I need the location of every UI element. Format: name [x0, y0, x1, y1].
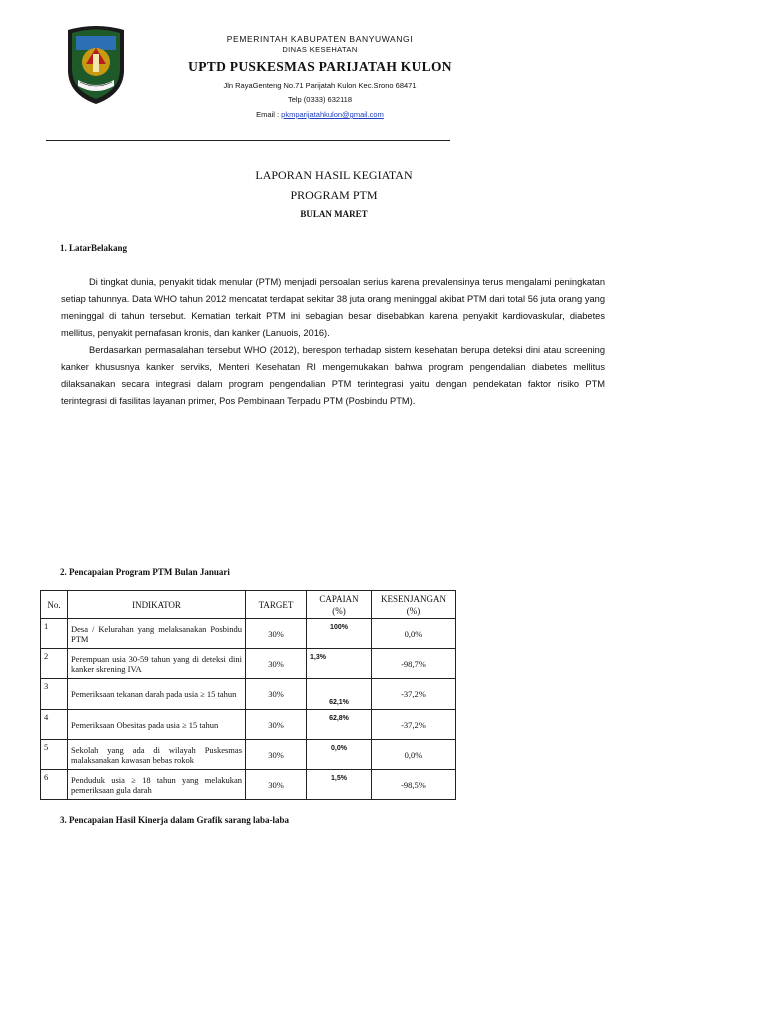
row-capaian — [307, 770, 372, 800]
table-row — [41, 649, 456, 679]
email-label: Email : — [256, 110, 282, 119]
paragraph-1: Di tingkat dunia, penyakit tidak menular (PTM) menjadi persoalan serius karena prevalensinya terus mengalami peningkatan setiap tahunnya. Data WHO tahun 2012 mencatat terdapat sekitar 38 juta orang meninggal akibat PTM dari total 56 juta orang yang meninggal di tahun tersebut. Kematian terkait PTM ini sebagian besar disebabkan karena penyakit kardiovaskular, diabetes mellitus, penyakit pernafasan kronis, dan kanker (Lanuois, 2016). — [61, 277, 605, 338]
row-no: 2 — [41, 649, 68, 679]
institution-title: UPTD PUSKESMAS PARIJATAH KULON — [188, 59, 452, 74]
row-capaian-value: 62,8% — [329, 715, 349, 722]
row-target: 30% — [246, 619, 307, 649]
row-no: 6 — [41, 770, 68, 800]
section-2-heading: 2. Pencapaian Program PTM Bulan Januari — [60, 567, 230, 577]
header-capaian-line2: (%) — [332, 605, 346, 616]
address-line: Jln RayaGenteng No.71 Parijatah Kulon Kec.Srono 68471 — [223, 81, 417, 90]
header-indikator: INDIKATOR — [68, 591, 246, 619]
email-line — [150, 110, 490, 119]
department-name: DINAS KESEHATAN — [282, 45, 358, 54]
report-month: BULAN MARET — [300, 209, 368, 219]
row-capaian — [307, 679, 372, 710]
row-indikator: Desa / Kelurahan yang melaksanakan Posbindu PTM — [68, 619, 246, 649]
row-kesenjangan: -98,5% — [372, 770, 456, 800]
header-capaian-line1: CAPAIAN — [319, 593, 359, 604]
section-1-heading: 1. LatarBelakang — [60, 243, 128, 253]
row-indikator: Penduduk usia ≥ 18 tahun yang melakukan pemeriksaan gula darah — [68, 770, 246, 800]
government-name: PEMERINTAH KABUPATEN BANYUWANGI — [226, 34, 414, 44]
row-kesenjangan: 0,0% — [372, 619, 456, 649]
row-kesenjangan: -98,7% — [372, 649, 456, 679]
header-target: TARGET — [246, 591, 307, 619]
row-capaian — [307, 740, 372, 770]
row-capaian — [307, 710, 372, 740]
report-title: LAPORAN HASIL KEGIATAN — [255, 168, 413, 182]
header-no: No. — [41, 591, 68, 619]
header-kesenjangan-line2: (%) — [406, 605, 421, 616]
phone-line: Telp (0333) 632118 — [287, 95, 353, 104]
table-header-row — [41, 591, 456, 619]
letterhead-divider — [46, 140, 450, 141]
row-kesenjangan: 0,0% — [372, 740, 456, 770]
email-link[interactable]: pkmparijatahkulon@gmail.com — [281, 110, 384, 119]
achievement-table — [40, 590, 456, 800]
row-target: 30% — [246, 679, 307, 710]
row-target: 30% — [246, 649, 307, 679]
row-kesenjangan: -37,2% — [372, 679, 456, 710]
kabupaten-banyuwangi-logo — [64, 24, 128, 106]
row-no: 4 — [41, 710, 68, 740]
row-no: 5 — [41, 740, 68, 770]
row-no: 3 — [41, 679, 68, 710]
row-kesenjangan: -37,2% — [372, 710, 456, 740]
row-capaian-value: 100% — [330, 624, 348, 631]
row-target: 30% — [246, 770, 307, 800]
row-indikator: Pemeriksaan tekanan darah pada usia ≥ 15 tahun — [68, 679, 246, 710]
table-row — [41, 619, 456, 649]
row-capaian-value: 62,1% — [329, 699, 349, 706]
table-row — [41, 770, 456, 800]
row-capaian — [307, 619, 372, 649]
table-row — [41, 710, 456, 740]
table-row — [41, 740, 456, 770]
header-kesenjangan-line1: KESENJANGAN — [381, 593, 446, 604]
row-capaian-value: 0,0% — [331, 745, 347, 752]
row-capaian-value: 1,5% — [331, 775, 347, 782]
row-capaian — [307, 649, 372, 679]
row-no: 1 — [41, 619, 68, 649]
row-indikator: Perempuan usia 30-59 tahun yang di deteksi dini kanker skrening IVA — [68, 649, 246, 679]
table-row — [41, 679, 456, 710]
row-indikator: Sekolah yang ada di wilayah Puskesmas malaksanakan kawasan bebas rokok — [68, 740, 246, 770]
section-3-heading: 3. Pencapaian Hasil Kinerja dalam Grafik sarang laba-laba — [60, 815, 290, 825]
report-program: PROGRAM PTM — [290, 188, 378, 202]
row-target: 30% — [246, 710, 307, 740]
row-target: 30% — [246, 740, 307, 770]
row-capaian-value: 1,3% — [310, 654, 326, 661]
header-kesenjangan — [372, 591, 456, 619]
header-capaian — [307, 591, 372, 619]
paragraph-2: Berdasarkan permasalahan tersebut WHO (2012), berespon terhadap sistem kesehatan berupa deteksi dini atau screening kanker khususnya kanker serviks, Menteri Kesehatan RI mengemukakan bahwa program pengendalian diabetes mellitus dilaksanakan secara integrasi dalam program pengendalian PTM terintegrasi yaitu dengan pendekatan faktor risiko PTM terintegrasi di fasilitas layanan primer, Pos Pembinaan Terpadu PTM (Posbindu PTM). — [61, 345, 605, 406]
row-indikator: Pemeriksaan Obesitas pada usia ≥ 15 tahun — [68, 710, 246, 740]
